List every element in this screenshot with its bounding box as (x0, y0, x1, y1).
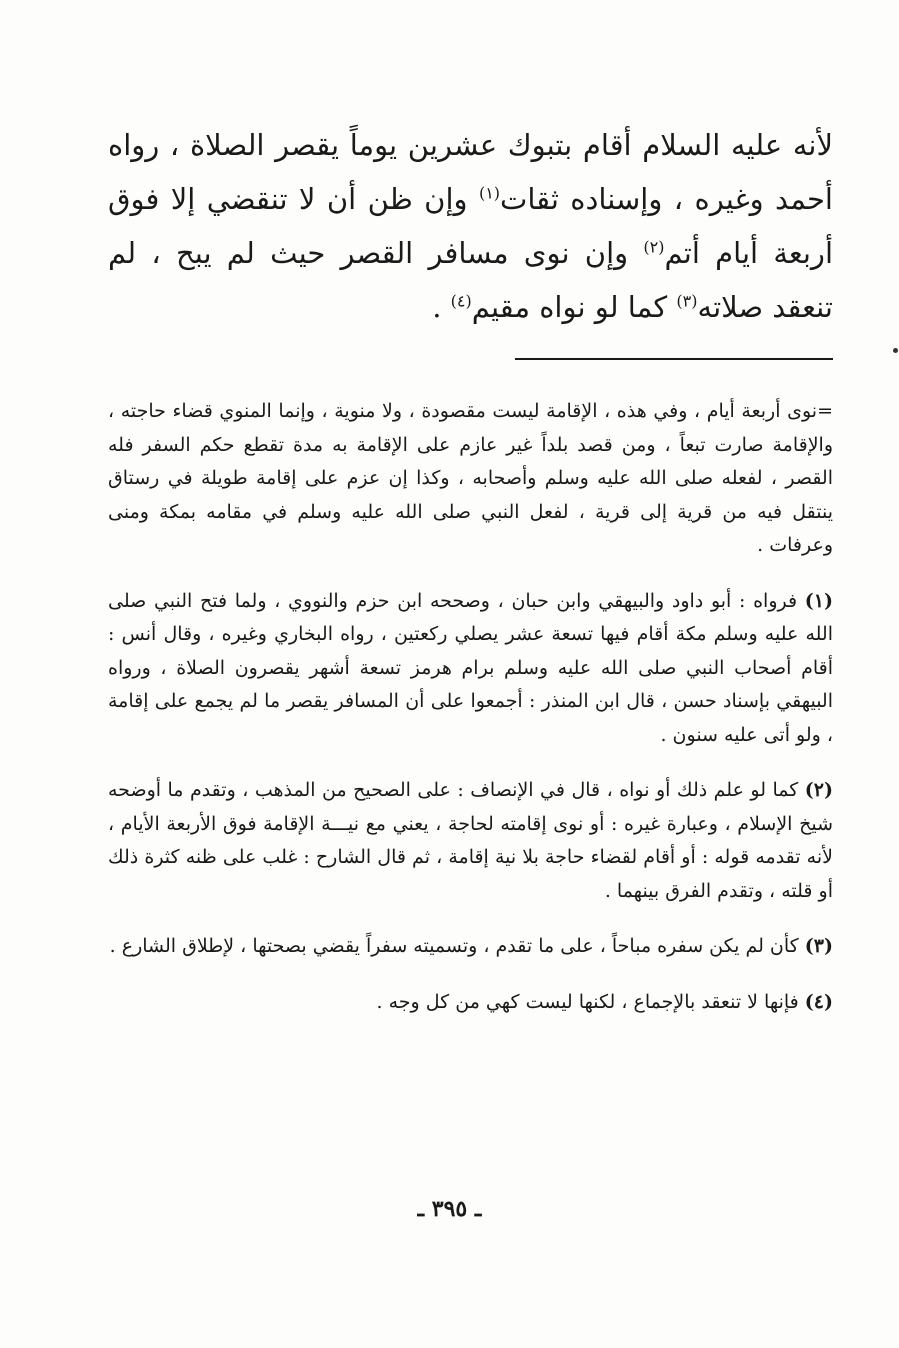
footnote-2-text: كما لو علم ذلك أو نواه ، قال في الإنصاف : على الصحيح من المذهب ، وتقدم ما أوضحه شيخ الإسلام ، وعبارة غيره : أو نوى إقامته لحاجة ، يعني مع نيـــة الإقامة فوق الأربعة الأيام ، لأنه تقدمه قوله : أو أقام لقضاء حاجة بلا نية إقامة ، ثم قال الشارح : غلب على ظنه كثرة ذلك أو قلته ، وتقدم الفرق بينهما . (108, 779, 833, 902)
footnotes-section (108, 395, 833, 1041)
footnote-continuation: =نوى أربعة أيام ، وفي هذه ، الإقامة ليست مقصودة ، ولا منوية ، وإنما المنوي قضاء حاجته ، والإقامة صارت تبعاً ، ومن قصد بلداً غير عازم على الإقامة به مدة تقطع حكم السفر فله القصر ، لفعله صلى الله عليه وسلم وأصحابه ، وكذا إن عزم على إقامة طويلة في رستاق ينتقل فيه من قرية إلى قرية ، لفعل النبي صلى الله عليه وسلم في مقامه بمكة ومنى وعرفات . (108, 400, 833, 556)
footnote-3-text: كأن لم يكن سفره مباحاً ، على ما تقدم ، وتسميته سفراً يقضي بصحتها ، لإطلاق الشارع . (109, 935, 799, 957)
footnote-2 (108, 774, 833, 908)
footnote-ref-1[interactable]: (١) (478, 183, 501, 203)
footnote-ref-4[interactable]: (٤) (450, 291, 472, 311)
footnote-4-text: فإنها لا تنعقد بالإجماع ، لكنها ليست كهي من كل وجه . (376, 990, 799, 1013)
margin-dot (893, 348, 898, 353)
page-number: ـ ٣٩٥ ـ (417, 1196, 482, 1222)
footnote-1 (108, 585, 833, 753)
footnote-separator (515, 358, 833, 360)
footnote-ref-3[interactable]: (٣) (676, 291, 698, 311)
footnote-4-label: (٤) (804, 990, 833, 1013)
main-text-block (108, 118, 833, 334)
footnote-1-text: فرواه : أبو داود والبيهقي وابن حبان ، وصححه ابن حزم والنووي ، ولما فتح النبي صلى الله عليه وسلم مكة أقام فيها تسعة عشر يصلي ركعتين ، رواه البخاري وغيره ، وقال أنس : أقام أصحاب النبي صلى الله عليه وسلم برام هرمز تسعة أشهر يقصرون الصلاة ، ورواه البيهقي بإسناد حسن ، قال ابن المنذر : أجمعوا على أن المسافر يقصر ما لم يجمع على إقامة ، ولو أتى عليه سنون . (108, 589, 833, 746)
footnote-3 (108, 930, 833, 964)
footnote-3-label: (٣) (804, 935, 833, 957)
footnote-ref-2[interactable]: (٢) (643, 237, 665, 257)
footnote-2-label: (٢) (804, 779, 834, 801)
footnote-4 (108, 986, 833, 1020)
footnote-1-label: (١) (804, 589, 833, 612)
main-paragraph: لأنه عليه السلام أقام بتبوك عشرين يوماً يقصر الصلاة ، رواه أحمد وغيره ، وإسناده ثقات$^{(١)}$ وإن ظن أن لا تنقضي إلا فوق أربعة أيام أتم$^{(٢)}$ وإن نوى مسافر القصر حيث لم يبح ، لم تنعقد صلاته$^{(٣)}$ كما لو نواه مقيم$^{(٤)}$ . (108, 128, 833, 324)
